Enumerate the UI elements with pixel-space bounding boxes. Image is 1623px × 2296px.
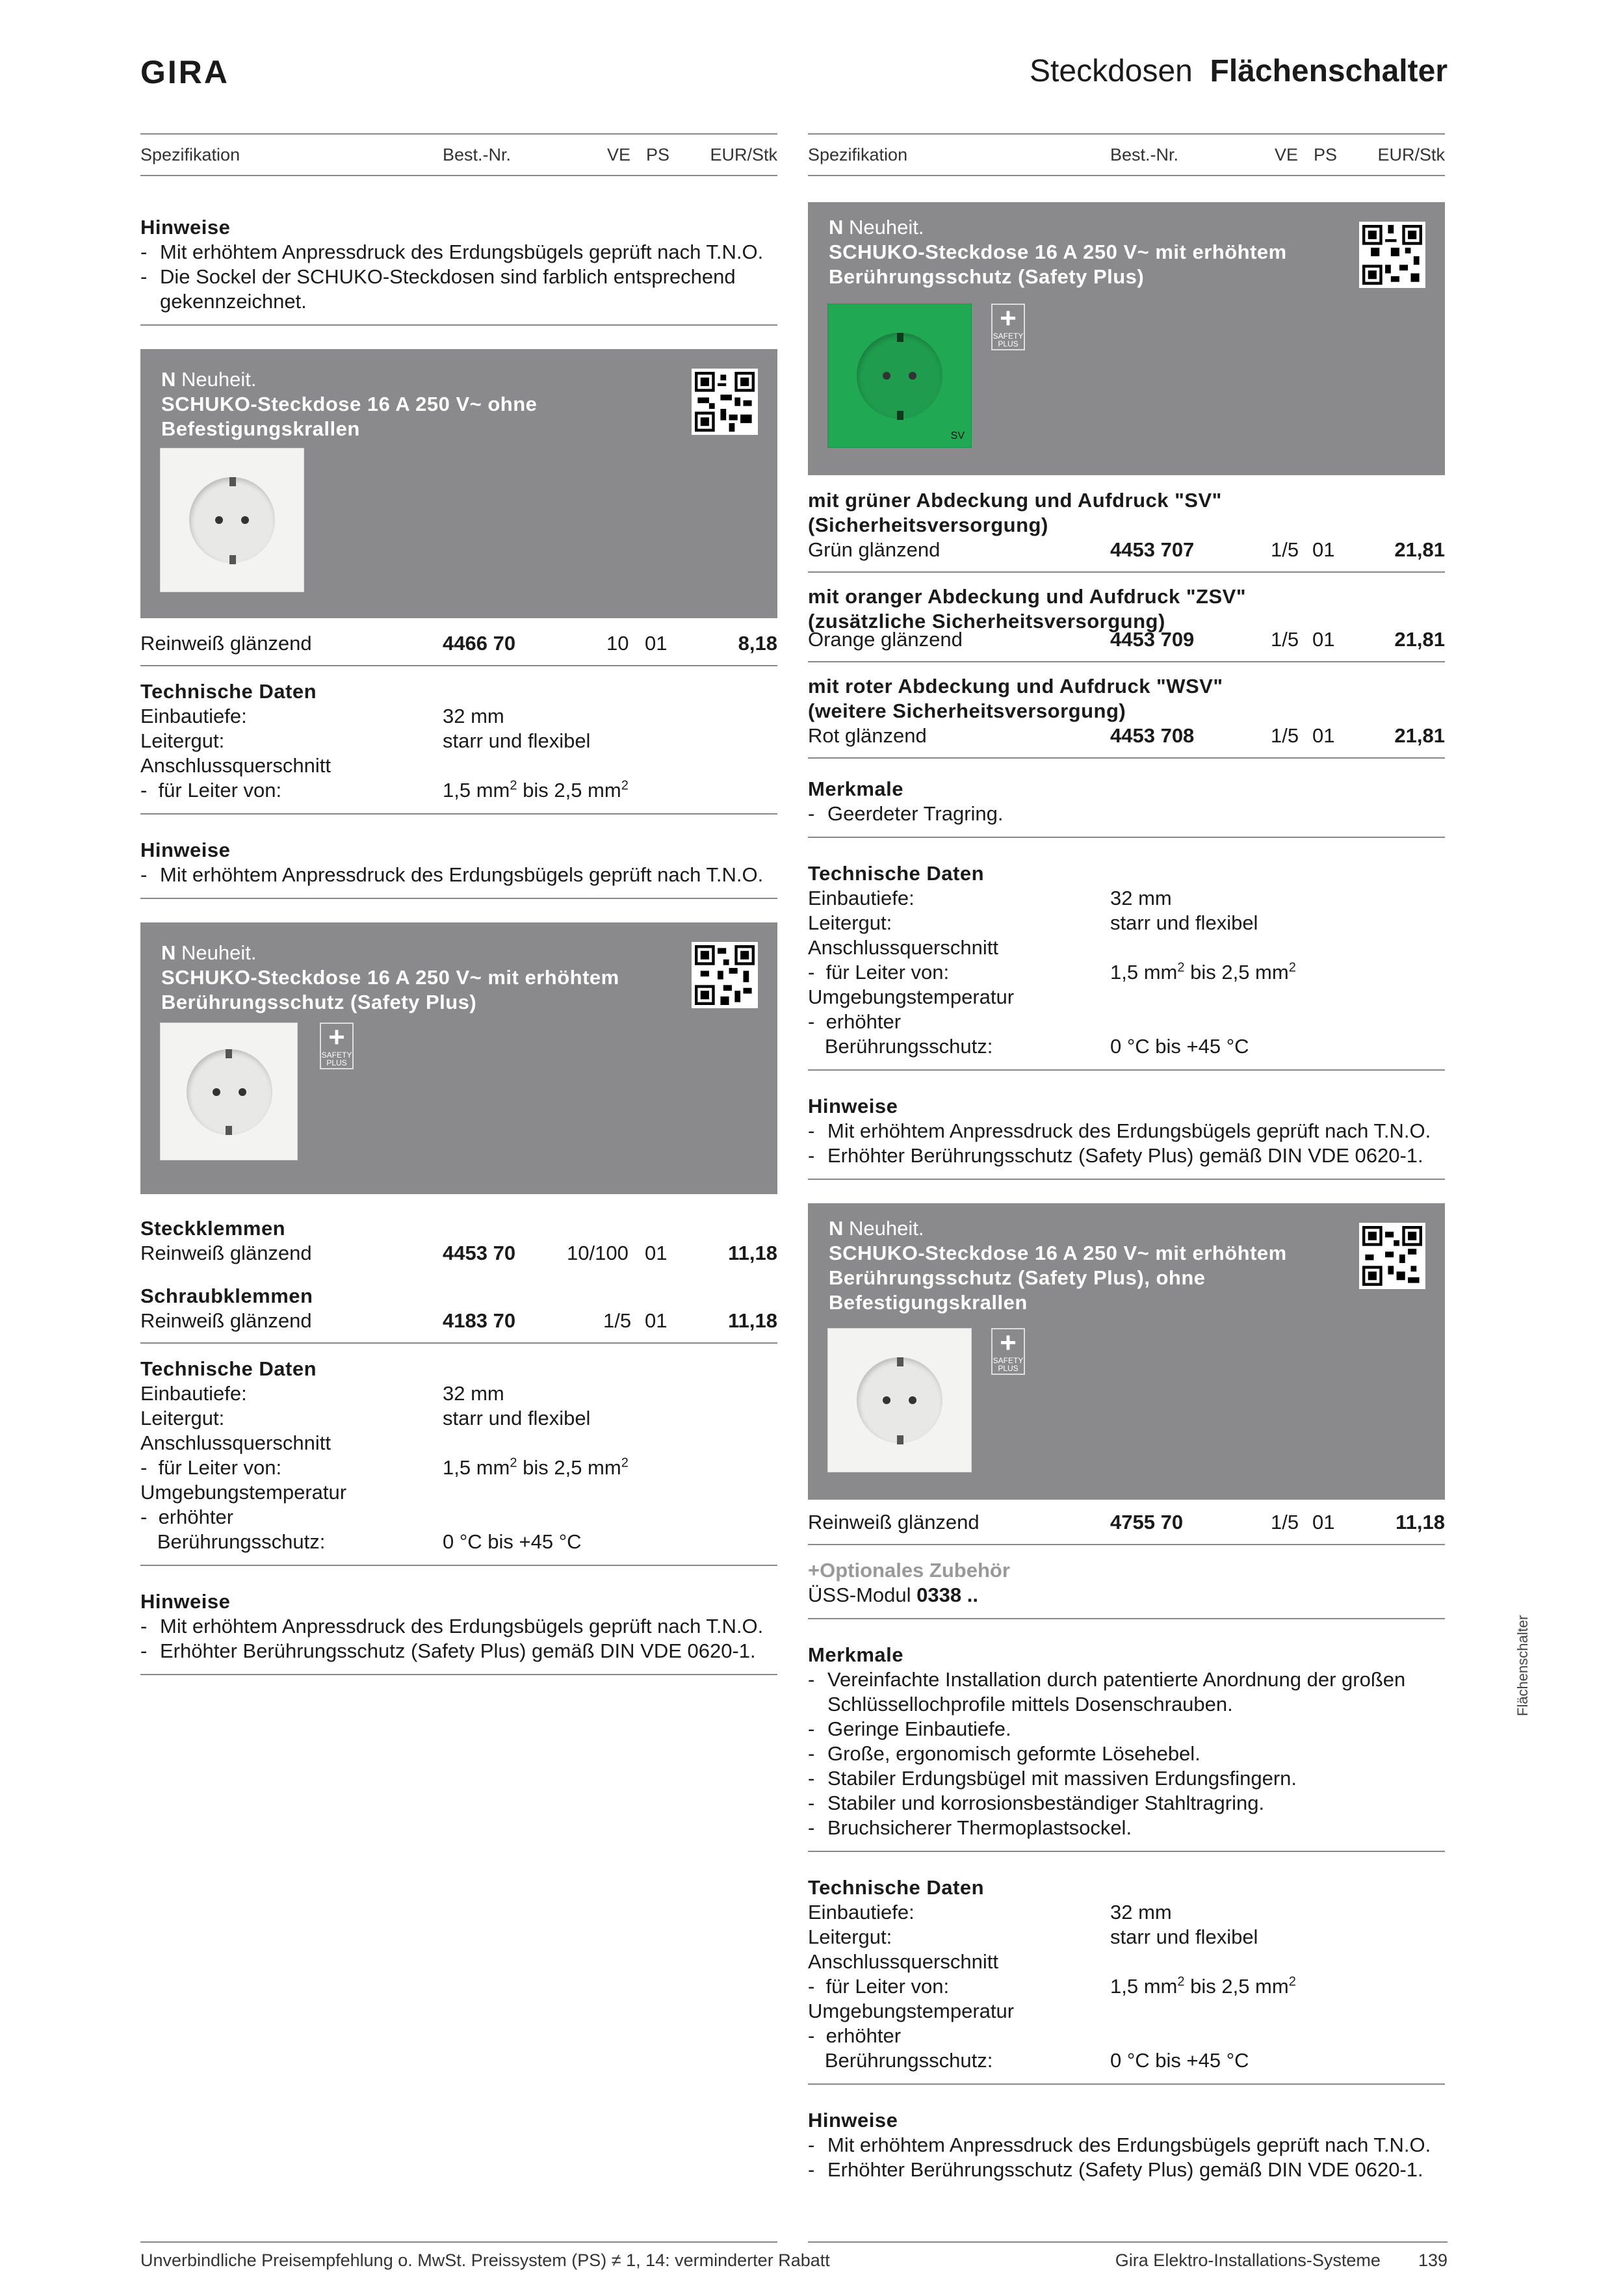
list-item: - Erhöhter Berührungsschutz (Safety Plus) gemäß DIN VDE 0620-1.	[808, 2158, 1423, 2181]
safety-plus-badge-icon: + SAFETY PLUS	[991, 304, 1025, 350]
table-row: Rot glänzend 4453 708 1/5 01 21,81	[808, 724, 1445, 747]
table-row: Orange glänzend 4453 709 1/5 01 21,81	[808, 628, 1445, 651]
left-column	[140, 133, 777, 1699]
brand-logo: GIRA	[140, 54, 229, 90]
steckklemmen-block: Steckklemmen Reinweiß glänzend 4453 70 10/100 01 11,18	[140, 1217, 777, 1264]
title-regular: Steckdosen	[1030, 54, 1193, 88]
list-item: - Geerdeter Tragring.	[808, 802, 1004, 825]
header-best: Best.-Nr.	[443, 145, 512, 164]
table-row: Reinweiß glänzend 4466 70 10 01 8,18	[140, 632, 777, 655]
plus-icon: +	[808, 1559, 820, 1582]
side-section-label: Flächenschalter	[1514, 1615, 1531, 1716]
header-spec: Spezifikation	[140, 145, 240, 164]
variant-red: mit roter Abdeckung und Aufdruck "WSV" (weitere Sicherheitsversorgung) Rot glänzend 4453 708 1/5 01 21,81	[808, 674, 1445, 759]
new-label: Neuheit.	[181, 368, 257, 391]
list-item: - Bruchsicherer Thermoplastsockel.	[808, 1816, 1132, 1839]
list-item: - Mit erhöhtem Anpressdruck des Erdungsbügels geprüft nach T.N.O.	[140, 863, 764, 886]
product-row-block	[808, 1510, 1445, 1545]
technische-daten-block: Technische Daten Einbautiefe: 32 mm Leitergut: starr und flexibel Anschlussquerschnitt - für Leiter von: 1,5 $mm^2$ bis 2,5 $mm^2$ Umgebungstemperatur - erhöhter Berührungsschutz: 0 °C bis +45 °C	[808, 1875, 1445, 2085]
list-item: - Erhöhter Berührungsschutz (Safety Plus) gemäß DIN VDE 0620-1.	[808, 1144, 1423, 1167]
new-marker: N	[161, 368, 176, 391]
list-item: - Vereinfachte Installation durch patentierte Anordnung der großen Schlüssellochprofile mittels Dosenschrauben.	[808, 1668, 1406, 1715]
list-item: - Erhöhter Berührungsschutz (Safety Plus) gemäß DIN VDE 0620-1.	[140, 1639, 756, 1662]
page-number: 139	[1418, 2250, 1448, 2270]
hinweise-block: Hinweise - Mit erhöhtem Anpressdruck des Erdungsbügels geprüft nach T.N.O. - Erhöhter Berührungsschutz (Safety Plus) gemäß DIN VDE 0620-1.	[808, 1094, 1445, 1180]
product-card: N Neuheit. SCHUKO-Steckdose 16 A 250 V~ mit erhöhtem Berührungsschutz (Safety Plus) + SAFETY PLUS	[140, 922, 777, 1194]
column-header: Spezifikation Best.-Nr. VE PS EUR/Stk	[808, 133, 1445, 176]
qr-code-icon[interactable]	[692, 369, 758, 435]
table-row: Reinweiß glänzend 4755 70 1/5 01 11,18	[808, 1511, 1445, 1533]
qr-code-icon[interactable]	[1359, 1223, 1425, 1289]
product-row-block	[140, 631, 777, 666]
card-title: SCHUKO-Steckdose 16 A 250 V~ mit erhöhtem Berührungsschutz (Safety Plus)	[161, 966, 619, 1013]
table-row: Grün glänzend 4453 707 1/5 01 21,81	[808, 538, 1445, 561]
title-bold: Flächenschalter	[1210, 54, 1448, 88]
merkmale-block: Merkmale - Geerdeter Tragring.	[808, 777, 1445, 838]
header-ps: PS	[646, 145, 670, 164]
product-photo	[827, 1328, 972, 1472]
product-photo-green	[827, 304, 972, 448]
table-row: Reinweiß glänzend 4453 70 10/100 01 11,18	[140, 1242, 777, 1264]
list-item: - Geringe Einbautiefe.	[808, 1717, 1011, 1740]
technische-daten-block: Technische Daten Einbautiefe: 32 mm Leitergut: starr und flexibel Anschlussquerschnitt - für Leiter von: 1,5 $mm^2$ bis 2,5 $mm^2$ Umgebungstemperatur - erhöhter Berührungsschutz: 0 °C bis +45 °C	[140, 1357, 777, 1566]
header-eur: EUR/Stk	[710, 145, 777, 164]
variant-green: mit grüner Abdeckung und Aufdruck "SV" (Sicherheitsversorgung) Grün glänzend 4453 707 1/5 01 21,81	[808, 488, 1445, 573]
card-title: SCHUKO-Steckdose 16 A 250 V~ mit erhöhtem Berührungsschutz (Safety Plus)	[829, 241, 1287, 288]
list-item: - Mit erhöhtem Anpressdruck des Erdungsbügels geprüft nach T.N.O.	[808, 2133, 1431, 2156]
product-card: N Neuheit. SCHUKO-Steckdose 16 A 250 V~ mit erhöhtem Berührungsschutz (Safety Plus), ohne Befestigungskrallen + SAFETY PLUS	[808, 1203, 1445, 1500]
sv-print: SV	[950, 430, 965, 441]
safety-plus-badge-icon: + SAFETY PLUS	[991, 1328, 1025, 1375]
list-item: - Mit erhöhtem Anpressdruck des Erdungsbügels geprüft nach T.N.O.	[140, 1615, 764, 1637]
product-photo	[160, 448, 304, 592]
technische-daten-block: Technische Daten Einbautiefe: 32 mm Leitergut: starr und flexibel Anschlussquerschnitt - für Leiter von: 1,5 $mm^2$ bis 2,5 $mm^2$	[140, 679, 777, 815]
list-item: - Mit erhöhtem Anpressdruck des Erdungsbügels geprüft nach T.N.O.	[808, 1119, 1431, 1142]
schraubklemmen-block: Schraubklemmen Reinweiß glänzend 4183 70 1/5 01 11,18	[140, 1284, 777, 1344]
merkmale-block: Merkmale - Vereinfachte Installation durch patentierte Anordnung der großen Schlüssellochprofile mittels Dosenschrauben. - Geringe Einbautiefe. - Große, ergonomisch geformte Lösehebel. - Stabiler Erdungsbügel mit massiven Erdungsfingern. - Stabiler und korrosionsbeständiger Stahltragring. - Bruchsicherer Thermoplastsockel.	[808, 1643, 1445, 1852]
qr-code-icon[interactable]	[1359, 222, 1425, 288]
safety-plus-badge-icon: + SAFETY PLUS	[320, 1023, 354, 1069]
header-ve: VE	[607, 145, 631, 164]
card-title: SCHUKO-Steckdose 16 A 250 V~ ohne Befestigungskrallen	[161, 393, 538, 440]
hinweise-block: Hinweise - Mit erhöhtem Anpressdruck des Erdungsbügels geprüft nach T.N.O. - Erhöhter Berührungsschutz (Safety Plus) gemäß DIN VDE 0620-1.	[140, 1589, 777, 1675]
column-header	[140, 133, 777, 176]
qr-code-icon[interactable]	[692, 942, 758, 1008]
technische-daten-block: Technische Daten Einbautiefe: 32 mm Leitergut: starr und flexibel Anschlussquerschnitt - für Leiter von: 1,5 $mm^2$ bis 2,5 $mm^2$ Umgebungstemperatur - erhöhter Berührungsschutz: 0 °C bis +45 °C	[808, 861, 1445, 1071]
right-column	[808, 133, 1445, 2216]
page-title	[1030, 53, 1448, 89]
product-card	[140, 349, 777, 618]
list-item: - Stabiler und korrosionsbeständiger Stahltragring.	[808, 1792, 1265, 1814]
list-item: - Die Sockel der SCHUKO-Steckdosen sind farblich entsprechend gekennzeichnet.	[140, 265, 736, 313]
optional-accessory-block: +Optionales Zubehör ÜSS-Modul 0338 ..	[808, 1558, 1445, 1619]
list-item: - Mit erhöhtem Anpressdruck des Erdungsbügels geprüft nach T.N.O.	[140, 241, 764, 263]
list-item: - Stabiler Erdungsbügel mit massiven Erdungsfingern.	[808, 1767, 1297, 1790]
table-row: Reinweiß glänzend 4183 70 1/5 01 11,18	[140, 1309, 777, 1332]
block-title: Hinweise	[140, 216, 231, 239]
footer-note: Unverbindliche Preisempfehlung o. MwSt. Preissystem (PS) ≠ 1, 14: verminderter Rabatt	[140, 2250, 830, 2270]
list-item: - Große, ergonomisch geformte Lösehebel.	[808, 1742, 1201, 1765]
hinweise-block	[140, 215, 777, 326]
card-title: SCHUKO-Steckdose 16 A 250 V~ mit erhöhtem Berührungsschutz (Safety Plus), ohne Befestigungskrallen	[829, 1242, 1287, 1314]
hinweise-block: Hinweise - Mit erhöhtem Anpressdruck des Erdungsbügels geprüft nach T.N.O.	[140, 838, 777, 899]
hinweise-block: Hinweise - Mit erhöhtem Anpressdruck des Erdungsbügels geprüft nach T.N.O. - Erhöhter Berührungsschutz (Safety Plus) gemäß DIN VDE 0620-1.	[808, 2108, 1445, 2193]
footer-publisher: Gira Elektro-Installations-Systeme	[1115, 2250, 1381, 2270]
product-card: N Neuheit. SCHUKO-Steckdose 16 A 250 V~ mit erhöhtem Berührungsschutz (Safety Plus) SV + SAFETY PLUS	[808, 202, 1445, 475]
page-footer	[140, 2241, 1448, 2274]
product-photo	[160, 1023, 298, 1160]
variant-orange: mit oranger Abdeckung und Aufdruck "ZSV" (zusätzliche Sicherheitsversorgung) Orange glänzend 4453 709 1/5 01 21,81	[808, 584, 1445, 662]
